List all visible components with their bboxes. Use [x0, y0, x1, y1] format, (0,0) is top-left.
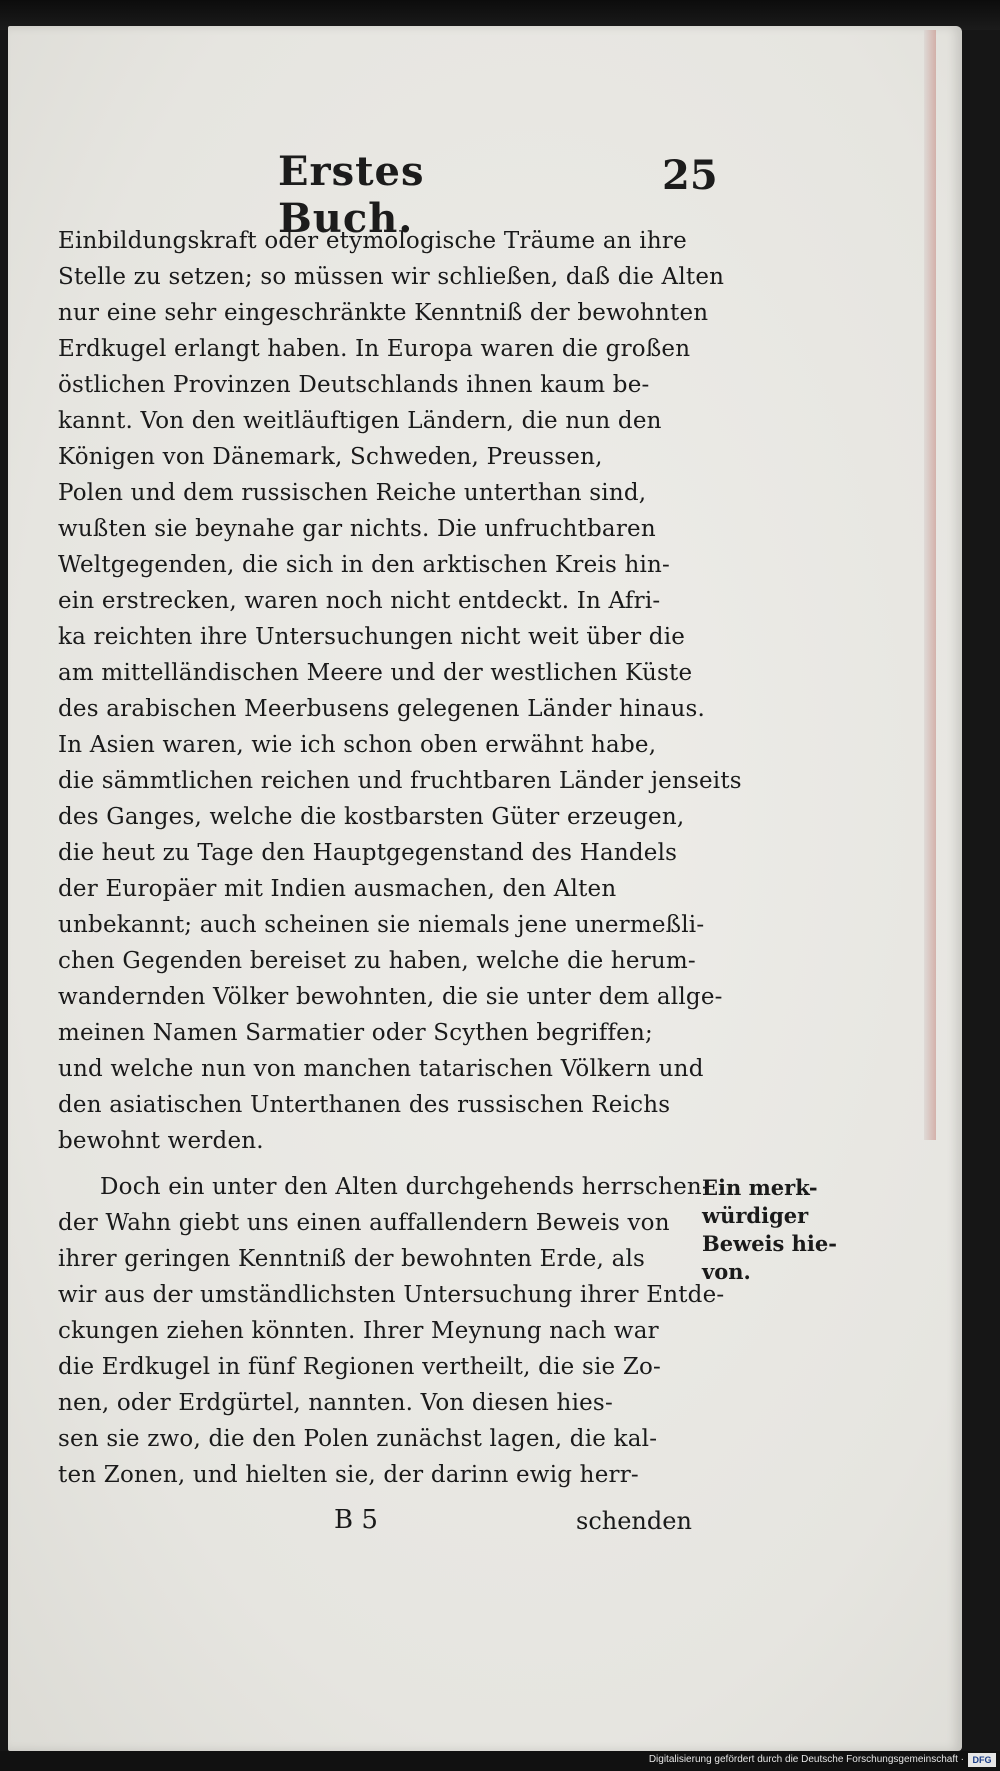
- text-line: unbekannt; auch scheinen sie niemals jene unermeßli-: [58, 912, 705, 938]
- catchword: schenden: [576, 1507, 692, 1535]
- margin-note-line: von.: [702, 1259, 751, 1284]
- text-line: bewohnt werden.: [58, 1128, 264, 1154]
- text-line: ten Zonen, und hielten sie, der darinn ewig herr-: [58, 1462, 639, 1488]
- text-line: den asiatischen Unterthanen des russischen Reichs: [58, 1092, 671, 1118]
- text-line: Erdkugel erlangt haben. In Europa waren die großen: [58, 336, 691, 362]
- text-line: Doch ein unter den Alten durchgehends herrschen-: [100, 1174, 710, 1200]
- text-line: Weltgegenden, die sich in den arktischen Kreis hin-: [58, 552, 671, 578]
- funding-credit: Digitalisierung gefördert durch die Deutsche Forschungsgemeinschaft ·: [648, 1754, 964, 1765]
- text-line: ckungen ziehen könnten. Ihrer Meynung nach war: [58, 1318, 659, 1344]
- page-edge-shadow: [924, 30, 936, 1140]
- text-line: wandernden Völker bewohnten, die sie unter dem allge-: [58, 984, 723, 1010]
- text-line: die heut zu Tage den Hauptgegenstand des Handels: [58, 840, 678, 866]
- text-line: Königen von Dänemark, Schweden, Preussen,: [58, 444, 603, 470]
- text-line: kannt. Von den weitläuftigen Ländern, die nun den: [58, 408, 662, 434]
- text-line: östlichen Provinzen Deutschlands ihnen kaum be-: [58, 372, 650, 398]
- text-line: wir aus der umständlichsten Untersuchung ihrer Entde-: [58, 1282, 725, 1308]
- text-line: ein erstrecken, waren noch nicht entdeckt. In Afri-: [58, 588, 661, 614]
- dfg-logo: DFG: [968, 1753, 996, 1767]
- signature-mark: B 5: [334, 1505, 378, 1535]
- text-line: der Wahn giebt uns einen auffallendern Beweis von: [58, 1210, 670, 1236]
- margin-note-line: Beweis hie-: [702, 1231, 837, 1256]
- text-line: ka reichten ihre Untersuchungen nicht weit über die: [58, 624, 686, 650]
- text-line: die Erdkugel in fünf Regionen vertheilt, die sie Zo-: [58, 1354, 662, 1380]
- text-line: der Europäer mit Indien ausmachen, den Alten: [58, 876, 617, 902]
- text-line: Einbildungskraft oder etymologische Träume an ihre: [58, 228, 687, 254]
- text-line: am mittelländischen Meere und der westlichen Küste: [58, 660, 693, 686]
- text-line: Stelle zu setzen; so müssen wir schließen, daß die Alten: [58, 264, 725, 290]
- text-line: wußten sie beynahe gar nichts. Die unfruchtbaren: [58, 516, 656, 542]
- text-line: nur eine sehr eingeschränkte Kenntniß der bewohnten: [58, 300, 709, 326]
- text-line: chen Gegenden bereiset zu haben, welche die herum-: [58, 948, 696, 974]
- text-line: nen, oder Erdgürtel, nannten. Von diesen hies-: [58, 1390, 613, 1416]
- text-line: des Ganges, welche die kostbarsten Güter erzeugen,: [58, 804, 685, 830]
- text-line: sen sie zwo, die den Polen zunächst lagen, die kal-: [58, 1426, 658, 1452]
- running-head: Erstes Buch.: [278, 148, 425, 242]
- margin-note-line: würdiger: [702, 1203, 809, 1228]
- text-line: und welche nun von manchen tatarischen Völkern und: [58, 1056, 704, 1082]
- margin-note-line: Ein merk-: [702, 1175, 818, 1200]
- text-line: des arabischen Meerbusens gelegenen Länder hinaus.: [58, 696, 706, 722]
- text-line: ihrer geringen Kenntniß der bewohnten Erde, als: [58, 1246, 646, 1272]
- text-line: Polen und dem russischen Reiche unterthan sind,: [58, 480, 647, 506]
- text-line: die sämmtlichen reichen und fruchtbaren Länder jenseits: [58, 768, 742, 794]
- text-line: In Asien waren, wie ich schon oben erwähnt habe,: [58, 732, 657, 758]
- text-line: meinen Namen Sarmatier oder Scythen begriffen;: [58, 1020, 653, 1046]
- page-number: 25: [662, 152, 718, 199]
